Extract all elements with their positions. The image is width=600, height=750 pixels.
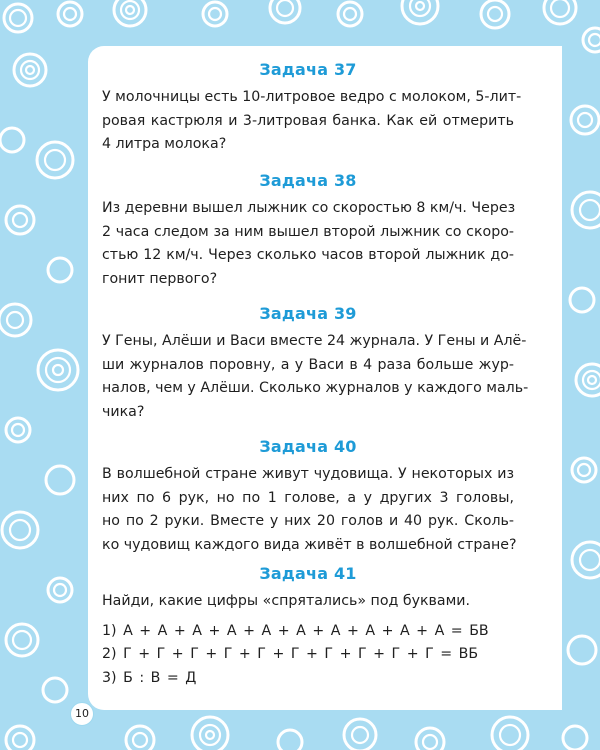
task-40 bbox=[102, 437, 517, 557]
task-title: Задача 39 bbox=[259, 304, 357, 323]
task-41 bbox=[102, 564, 514, 690]
task-37 bbox=[102, 60, 522, 157]
task-text-line: В волшебной стране живут чудовища. У некоторых из bbox=[102, 466, 514, 482]
task-title: Задача 41 bbox=[259, 564, 357, 583]
task-text-line: Найди, какие цифры «спрятались» под буквами. bbox=[102, 593, 471, 609]
task-text-line: 2 часа следом за ним вышел второй лыжник со скоро- bbox=[102, 223, 514, 240]
equation-line: 1) А + А + А + А + А + А + А + А + А + А = БВ bbox=[102, 622, 489, 639]
task-text-line: 4 литра молока? bbox=[102, 136, 227, 152]
task-text-line: У молочницы есть 10-литровое ведро с молоком, 5-лит- bbox=[102, 89, 522, 105]
task-text-line: У Гены, Алёши и Васи вместе 24 журнала. У Гены и Алё- bbox=[102, 333, 527, 349]
task-text-line: чика? bbox=[102, 403, 145, 420]
task-text-line: ши журналов поровну, а у Васи в 4 раза больше жур- bbox=[102, 356, 514, 373]
task-39 bbox=[102, 304, 529, 424]
equation-line: 3) Б : В = Д bbox=[102, 669, 197, 686]
page-number: 10 bbox=[70, 702, 94, 726]
task-text-line: стью 12 км/ч. Через сколько часов второй лыжник до- bbox=[102, 247, 514, 263]
task-38 bbox=[102, 171, 514, 291]
task-title: Задача 38 bbox=[259, 171, 357, 190]
task-text-line: них по 6 рук, но по 1 голове, а у других 3 головы, bbox=[102, 489, 514, 506]
task-text-line: ко чудовищ каждого вида живёт в волшебной стране? bbox=[102, 536, 517, 553]
task-text-line: налов, чем у Алёши. Сколько журналов у каждого маль- bbox=[102, 380, 529, 396]
task-title: Задача 40 bbox=[259, 437, 357, 456]
task-text-line: но по 2 руки. Вместе у них 20 голов и 40 рук. Сколь- bbox=[102, 513, 514, 529]
task-title: Задача 37 bbox=[259, 60, 357, 79]
equation-line: 2) Г + Г + Г + Г + Г + Г + Г + Г + Г + Г = ВБ bbox=[102, 646, 479, 662]
task-text-line: Из деревни вышел лыжник со скоростью 8 км/ч. Через bbox=[102, 200, 516, 216]
task-text-line: ровая кастрюля и 3-литровая банка. Как ей отмерить bbox=[102, 112, 514, 129]
task-text-line: гонит первого? bbox=[102, 270, 218, 287]
